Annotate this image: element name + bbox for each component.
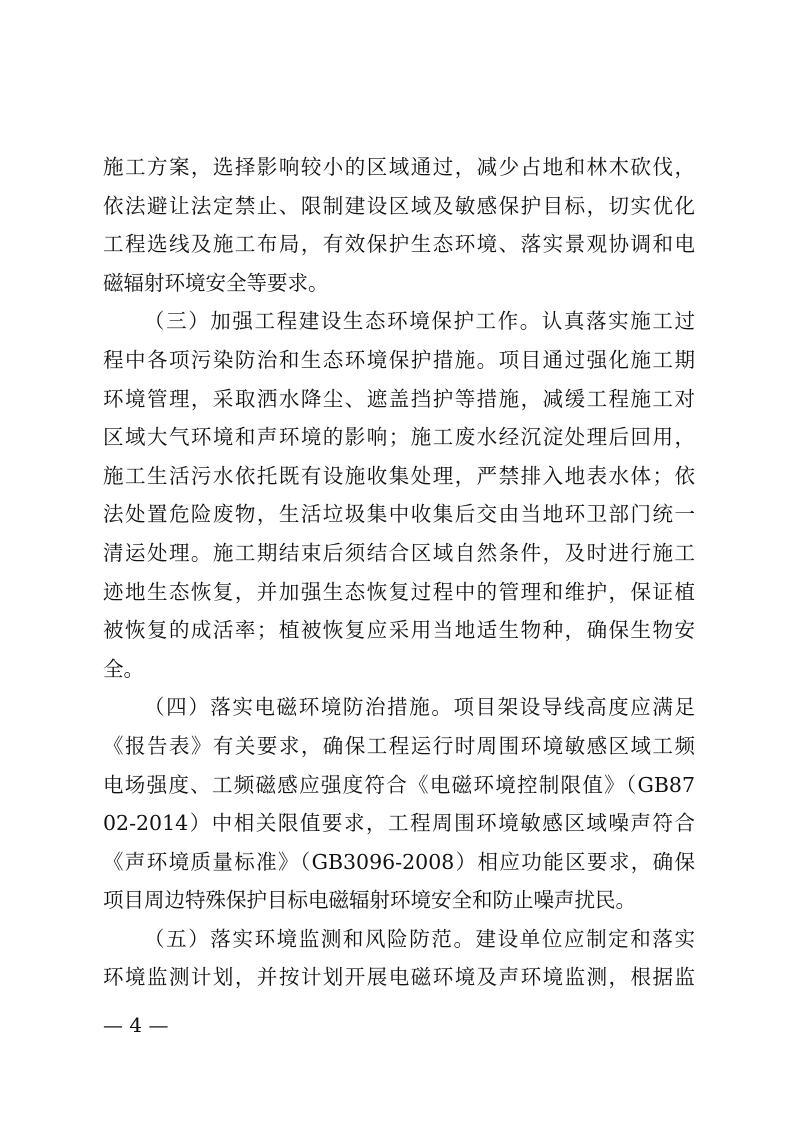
text-line: 环境监测计划，并按计划开展电磁环境及声环境监测，根据监 — [103, 965, 695, 990]
text-line: 02-2014）中相关限值要求，工程周围环境敏感区域噪声符合 — [103, 811, 695, 836]
text-line: 法处置危险废物，生活垃圾集中收集后交由当地环卫部门统一 — [103, 502, 695, 527]
text-line: 施工方案，选择影响较小的区域通过，减少占地和林木砍伐， — [103, 155, 695, 179]
text-line: 电场强度、工频磁感应强度符合《电磁环境控制限值》（GB87 — [103, 772, 695, 797]
text-line: 环境管理，采取洒水降尘、遮盖挡护等措施，减缓工程施工对 — [103, 386, 695, 411]
text-line: 《报告表》有关要求，确保工程运行时周围环境敏感区域工频 — [103, 733, 695, 758]
text-line: 迹地生态恢复，并加强生态恢复过程中的管理和维护，保证植 — [103, 579, 695, 604]
text-line: 全。 — [103, 656, 144, 681]
text-line: 程中各项污染防治和生态环境保护措施。项目通过强化施工期 — [103, 347, 695, 372]
text-line: 磁辐射环境安全等要求。 — [103, 270, 329, 295]
text-line: 《声环境质量标准》（GB3096-2008）相应功能区要求，确保 — [103, 849, 695, 874]
text-line: 区域大气环境和声环境的影响；施工废水经沉淀处理后回用， — [103, 425, 695, 450]
text-line: 被恢复的成活率；植被恢复应采用当地适生物种，确保生物安 — [103, 618, 695, 643]
section-heading-line: （三）加强工程建设生态环境保护工作。认真落实施工过 — [144, 309, 695, 334]
text-line: 依法避让法定禁止、限制建设区域及敏感保护目标，切实优化 — [103, 193, 695, 218]
text-line: 施工生活污水依托既有设施收集处理，严禁排入地表水体；依 — [103, 463, 695, 488]
text-line: 清运处理。施工期结束后须结合区域自然条件，及时进行施工 — [103, 540, 695, 565]
text-line: 项目周边特殊保护目标电磁辐射环境安全和防止噪声扰民。 — [103, 888, 636, 913]
section-heading-line: （四）落实电磁环境防治措施。项目架设导线高度应满足 — [144, 695, 695, 720]
text-line: 工程选线及施工布局，有效保护生态环境、落实景观协调和电 — [103, 232, 695, 257]
document-body — [103, 148, 695, 997]
section-heading-line: （五）落实环境监测和风险防范。建设单位应制定和落实 — [144, 926, 695, 951]
page-number: — 4 — — [103, 1013, 169, 1037]
